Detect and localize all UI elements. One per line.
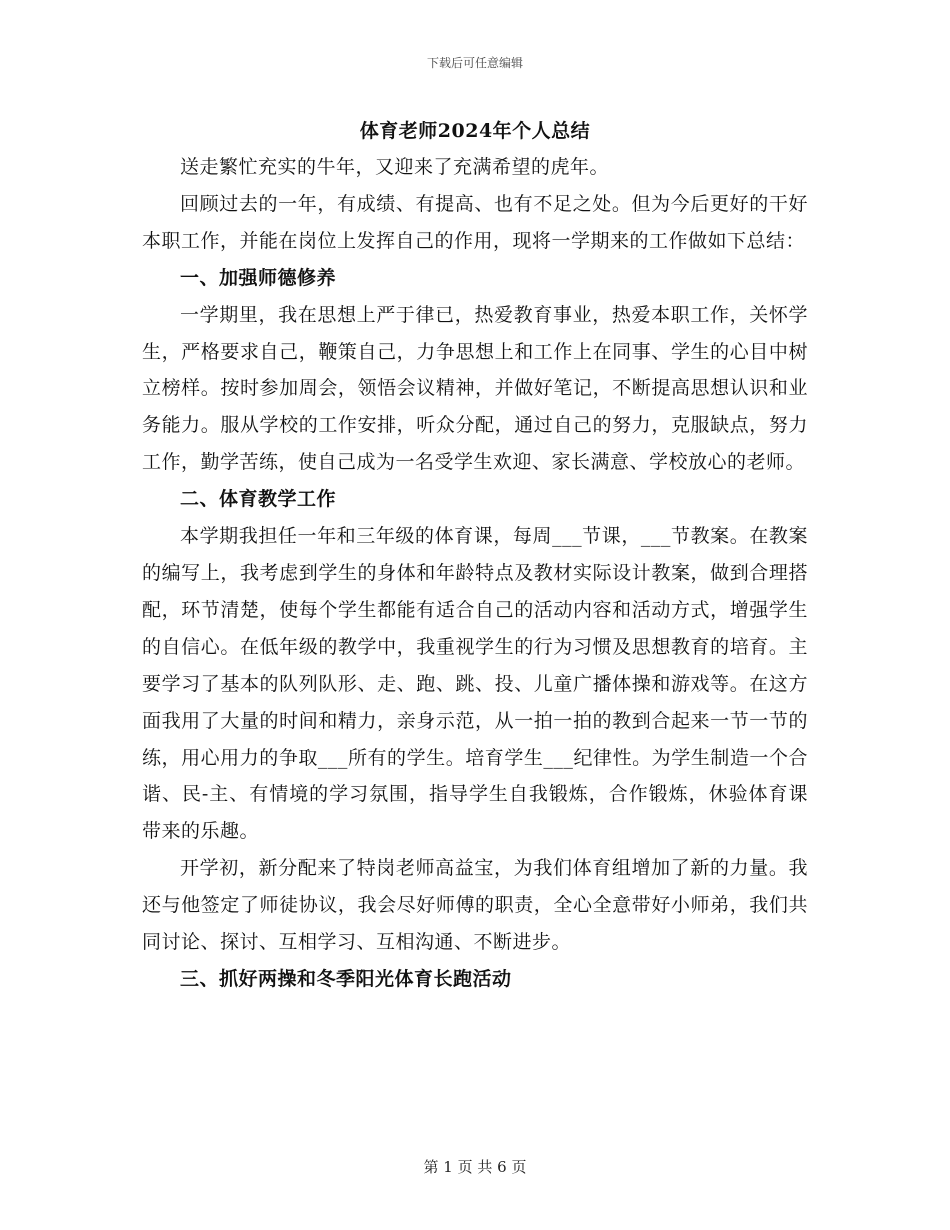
page-header-note: 下载后可任意编辑	[426, 56, 523, 70]
section-2-paragraph-2: 开学初，新分配来了特岗老师高益宝，为我们体育组增加了新的力量。我还与他签定了师徒协议，我会尽好师傅的职责，全心全意带好小师弟，我们共同讨论、探讨、互相学习、互相沟通、不断进步。	[142, 857, 808, 954]
page-number: 第 1 页 共 6 页	[423, 1158, 527, 1176]
intro-paragraph-1: 送走繁忙充实的牛年，又迎来了充满希望的虎年。	[180, 156, 610, 178]
section-heading-2: 二、体育教学工作	[180, 488, 337, 511]
section-heading-3: 三、抓好两操和冬季阳光体育长跑活动	[180, 967, 512, 990]
section-1-paragraph-1: 一学期里，我在思想上严于律已，热爱教育事业，热爱本职工作，关怀学生，严格要求自己，鞭策自己，力争思想上和工作上在同事、学生的心目中树立榜样。按时参加周会，领悟会议精神，并做好笔记，不断提高思想认识和业务能力。服从学校的工作安排，听众分配，通过自己的努力，克服缺点，努力工作，勤学苦练，使自己成为一名受学生欢迎、家长满意、学校放心的老师。	[142, 303, 808, 474]
document-body	[142, 149, 808, 998]
section-2-paragraph-1: 本学期我担任一年和三年级的体育课，每周___节课，___节教案。在教案的编写上，我考虑到学生的身体和年龄特点及教材实际设计教案，做到合理搭配，环节清楚，使每个学生都能有适合自己的活动内容和活动方式，增强学生的自信心。在低年级的教学中，我重视学生的行为习惯及思想教育的培育。主要学习了基本的队列队形、走、跑、跳、投、儿童广播体操和游戏等。在这方面我用了大量的时间和精力，亲身示范，从一拍一拍的教到合起来一节一节的练，用心用力的争取___所有的学生。培育学生___纪律性。为学生制造一个合谐、民-主、有情境的学习氛围，指导学生自我锻炼，合作锻炼，休验体育课带来的乐趣。	[142, 525, 808, 843]
intro-paragraph-2: 回顾过去的一年，有成绩、有提高、也有不足之处。但为今后更好的干好本职工作，并能在岗位上发挥自己的作用，现将一学期来的工作做如下总结：	[142, 192, 808, 252]
document-title: 体育老师2024年个人总结	[359, 120, 591, 142]
section-heading-1: 一、加强师德修养	[180, 266, 337, 289]
